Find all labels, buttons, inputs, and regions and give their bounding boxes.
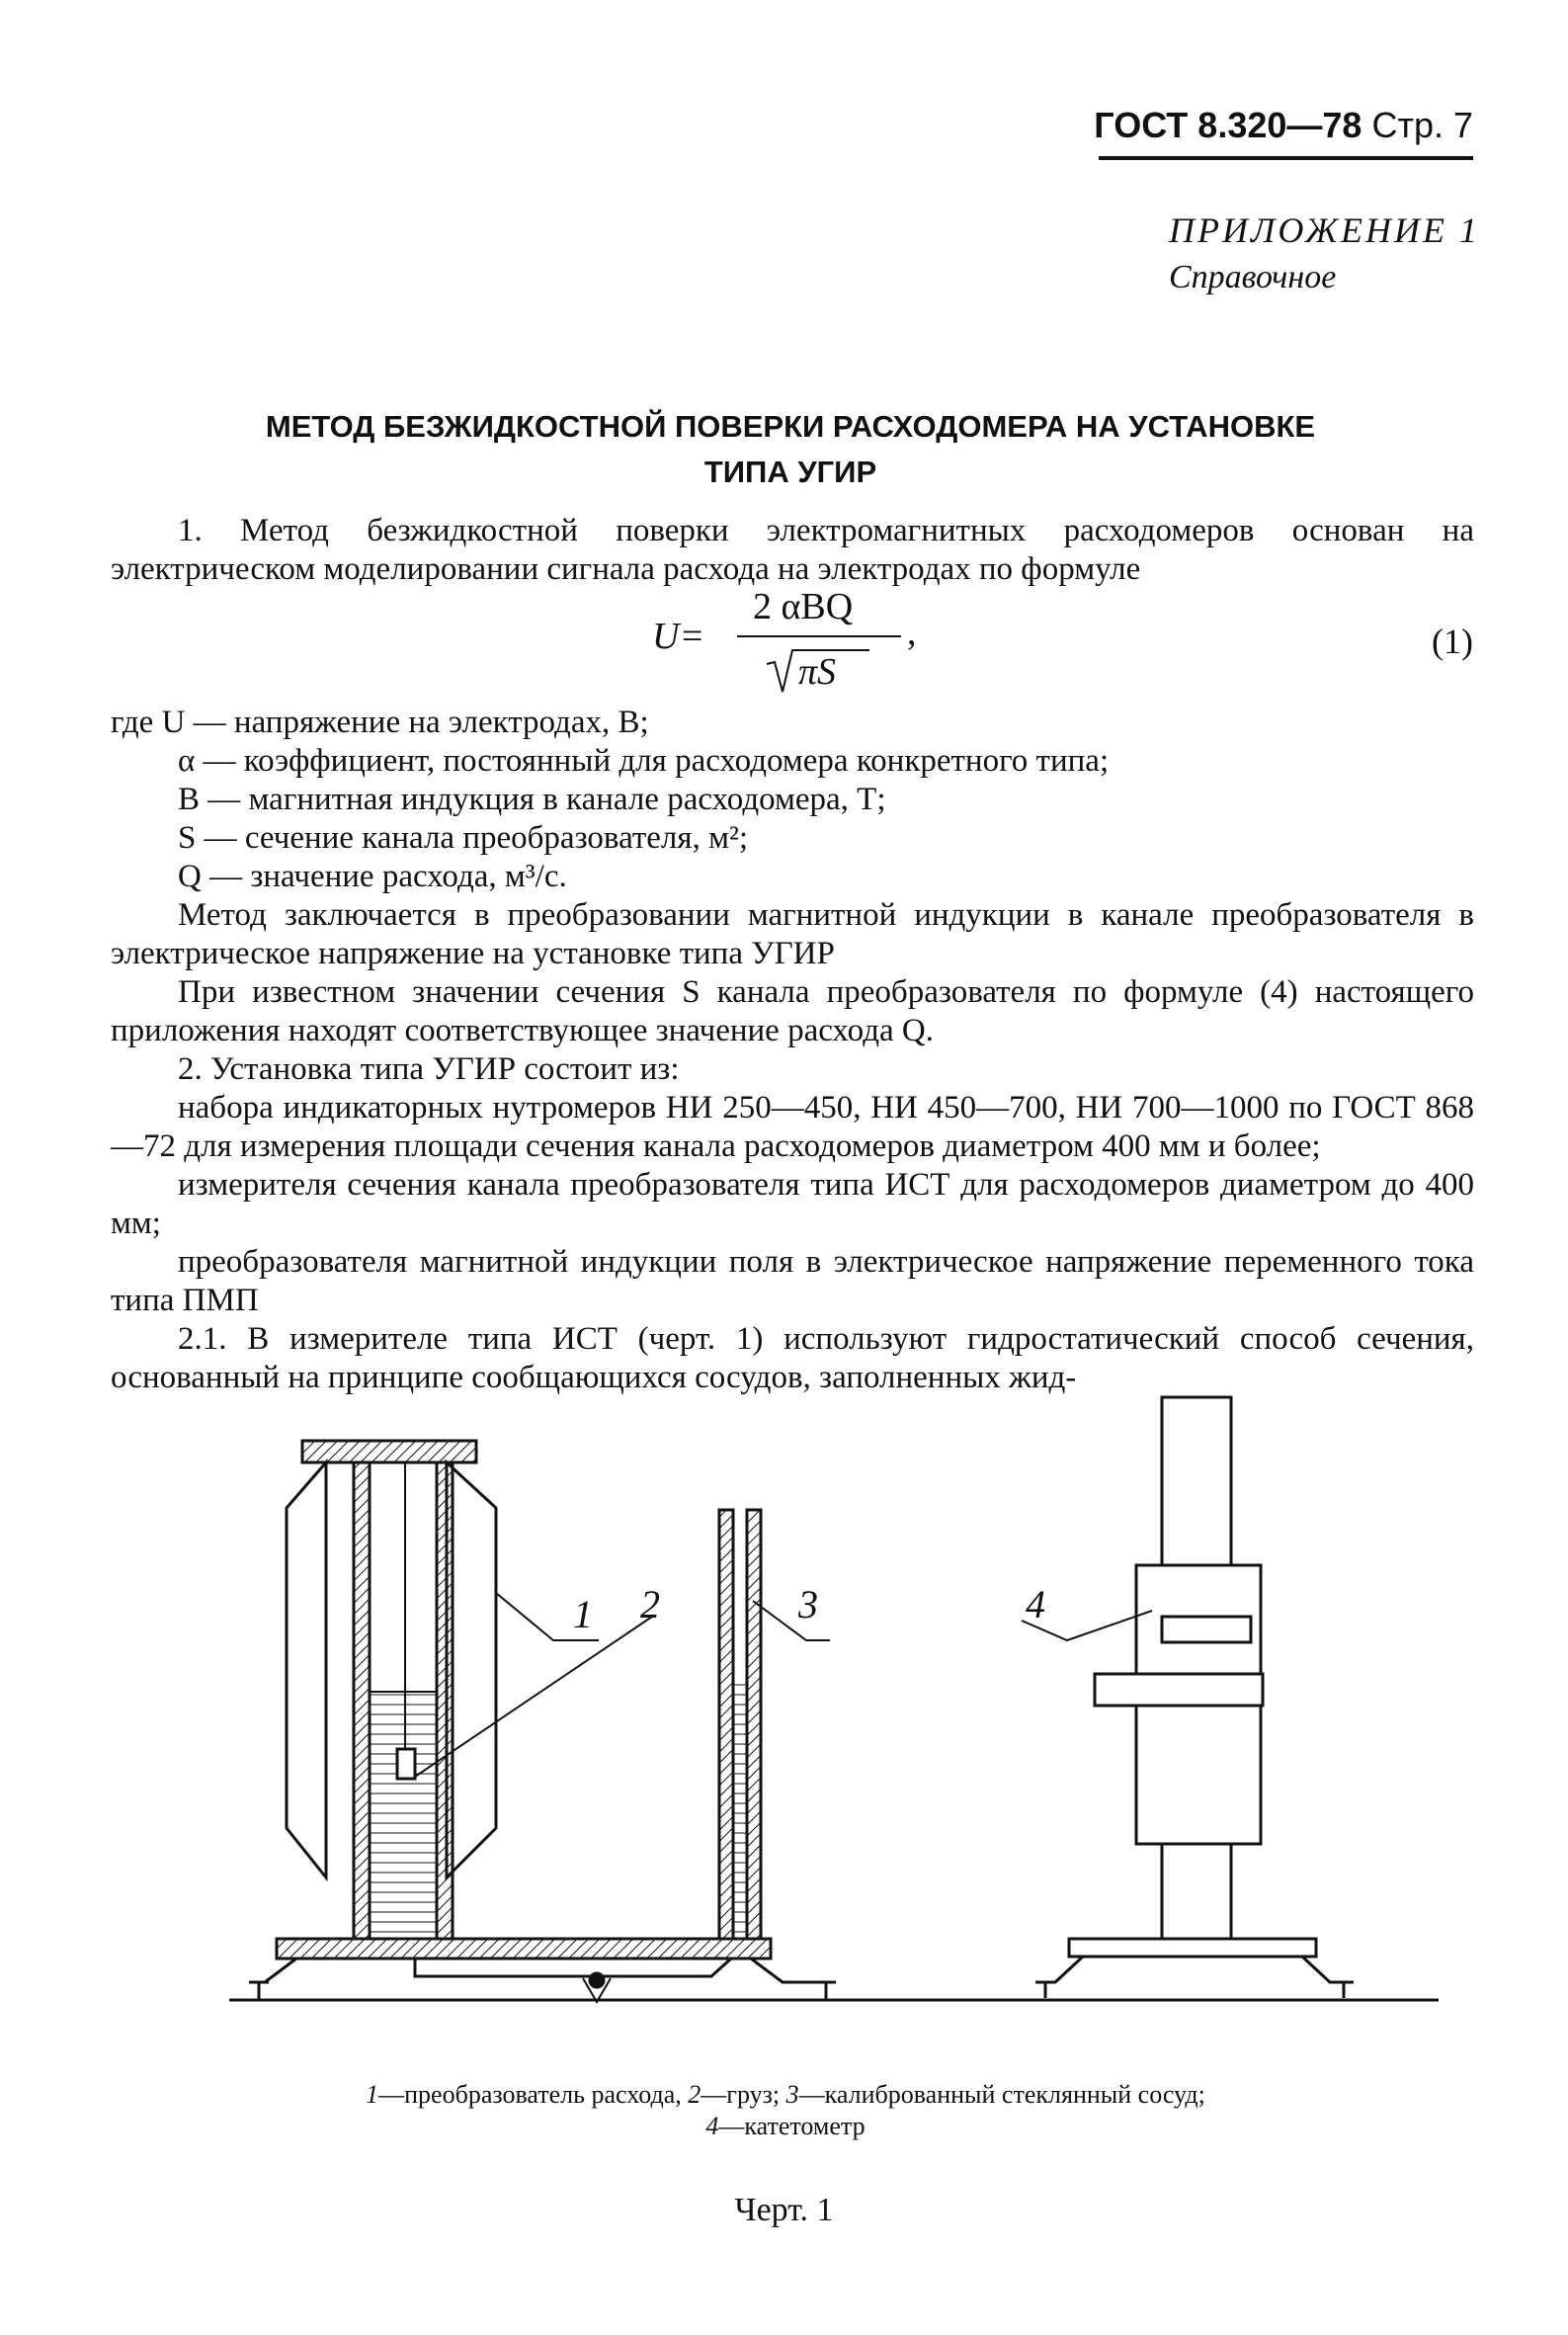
paragraph-pmp: преобразователя магнитной индукции поля в электрическое напряжение переменного тока типа ПМП <box>111 1244 1474 1318</box>
section-title-line1: МЕТОД БЕЗЖИДКОСТНОЙ ПОВЕРКИ РАСХОДОМЕРА НА УСТАНОВКЕ <box>265 409 1316 444</box>
header-rule <box>1099 156 1473 160</box>
paragraph-2: 2. Установка типа УГИР состоит из: <box>178 1051 680 1087</box>
paragraph-1: 1. Метод безжидкостной поверки электромагнитных расходомеров основан на электрическом моделировании сигнала расхода на электродах по формуле <box>111 513 1474 587</box>
definition-s: S — сечение канала преобразователя, м²; <box>178 820 749 856</box>
figure-caption: 1—преобразователь расхода, 2—груз; 3—калиброванный стеклянный сосуд; 4—катетометр <box>366 2080 1205 2140</box>
figure-label-3: 3 <box>798 1582 818 1626</box>
paragraph-method: Метод заключается в преобразовании магнитной индукции в канале преобразователя в электрическое напряжение на установке типа УГИР <box>111 897 1474 971</box>
paragraph-2-1: 2.1. В измерителе типа ИСТ (черт. 1) используют гидростатический способ сечения, основанный на принципе сообщающихся сосудов, заполненных жид- <box>111 1321 1474 1395</box>
definition-alpha: α — коэффициент, постоянный для расходомера конкретного типа; <box>178 743 1110 779</box>
appendix-title: ПРИЛОЖЕНИЕ 1 <box>1169 210 1480 250</box>
figure-label-1: 1 <box>573 1592 593 1636</box>
paragraph-section: При известном значении сечения S канала преобразователя по формуле (4) настоящего приложения находят соответствующее значение расхода Q. <box>111 974 1474 1048</box>
formula-lhs: U= <box>652 616 705 657</box>
fraction-bar <box>737 635 901 637</box>
definition-q: Q — значение расхода, м³/с. <box>178 859 567 894</box>
paragraph-nutromery: набора индикаторных нутромеров НИ 250—450, НИ 450—700, НИ 700—1000 по ГОСТ 868—72 для измерения площади сечения канала расходомеров диаметром 400 мм и более; <box>111 1090 1474 1164</box>
figure-number: Черт. 1 <box>734 2192 834 2228</box>
definition-u: где U — напряжение на электродах, В; <box>111 705 649 740</box>
section-title-line2: ТИПА УГИР <box>703 455 877 489</box>
catheterometer <box>1035 1397 1354 1998</box>
glass-vessel <box>719 1510 761 1939</box>
figure-label-4: 4 <box>1026 1582 1045 1626</box>
paragraph-ist: измерителя сечения канала преобразователя типа ИСТ для расходомеров диаметром до 400 мм; <box>111 1167 1474 1241</box>
formula-numerator: 2 αBQ <box>753 586 854 627</box>
formula-denominator: πS <box>798 651 837 693</box>
formula-number: (1) <box>1432 622 1473 661</box>
figure-label-2: 2 <box>640 1582 660 1626</box>
appendix-subtitle: Справочное <box>1169 259 1337 295</box>
page-number: Стр. 7 <box>1371 105 1473 145</box>
formula-comma: , <box>907 612 917 653</box>
document-number: ГОСТ 8.320—78 <box>1094 105 1362 145</box>
definition-b: B — магнитная индукция в канале расходомера, Т; <box>178 782 886 817</box>
converter-body <box>249 1441 836 2002</box>
page-header <box>1094 105 1473 146</box>
